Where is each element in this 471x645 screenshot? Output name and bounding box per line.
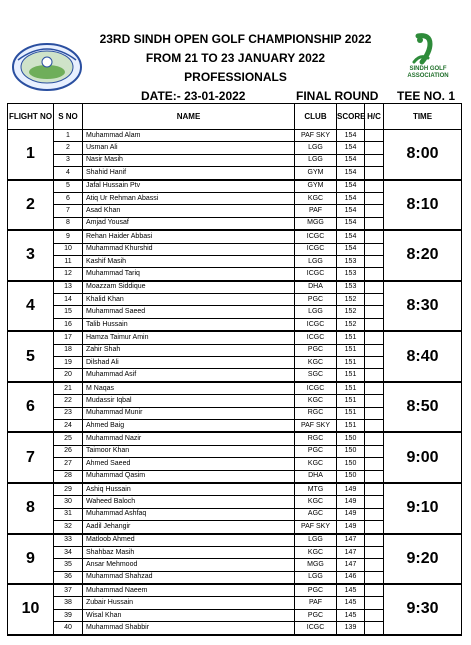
flight-number: 4 <box>8 281 54 332</box>
player-club: RGC <box>295 407 337 419</box>
player-score: 152 <box>337 294 365 306</box>
player-club: ICGC <box>295 268 337 281</box>
serial-number: 1 <box>54 130 83 142</box>
handicap-cell <box>365 130 384 142</box>
handicap-cell <box>365 382 384 395</box>
player-name: Amjad Yousaf <box>83 217 295 230</box>
handicap-cell <box>365 546 384 558</box>
serial-number: 33 <box>54 534 83 547</box>
handicap-cell <box>365 318 384 331</box>
flight-number: 7 <box>8 432 54 483</box>
tee-time: 9:20 <box>384 534 462 585</box>
player-club: LGG <box>295 142 337 154</box>
player-club: PGC <box>295 445 337 457</box>
player-club: LGG <box>295 306 337 318</box>
player-score: 154 <box>337 130 365 142</box>
draw-table <box>7 103 462 636</box>
serial-number: 11 <box>54 255 83 267</box>
player-club: PAF SKY <box>295 419 337 432</box>
handicap-cell <box>365 395 384 407</box>
player-club: MGG <box>295 559 337 571</box>
player-score: 149 <box>337 521 365 534</box>
player-score: 151 <box>337 382 365 395</box>
player-score: 149 <box>337 483 365 496</box>
player-club: LGG <box>295 534 337 547</box>
col-header-sno: S NO <box>54 104 83 130</box>
player-score: 151 <box>337 357 365 369</box>
tee-time: 8:20 <box>384 230 462 281</box>
handicap-cell <box>365 142 384 154</box>
player-name: Muhammad Naeem <box>83 584 295 597</box>
player-club: KGC <box>295 546 337 558</box>
player-score: 149 <box>337 496 365 508</box>
flight-number: 2 <box>8 180 54 231</box>
handicap-cell <box>365 306 384 318</box>
player-score: 145 <box>337 609 365 621</box>
player-club: ICGC <box>295 382 337 395</box>
serial-number: 15 <box>54 306 83 318</box>
serial-number: 24 <box>54 419 83 432</box>
player-club: PGC <box>295 344 337 356</box>
player-club: AGC <box>295 508 337 520</box>
player-name: Ahmed Saeed <box>83 458 295 470</box>
handicap-cell <box>365 534 384 547</box>
serial-number: 32 <box>54 521 83 534</box>
col-header-club: CLUB <box>295 104 337 130</box>
player-score: 151 <box>337 407 365 419</box>
col-header-name: NAME <box>83 104 295 130</box>
draw-table-body <box>8 130 462 635</box>
player-name: Zahir Shah <box>83 344 295 356</box>
player-score: 151 <box>337 344 365 356</box>
handicap-cell <box>365 281 384 294</box>
handicap-cell <box>365 419 384 432</box>
player-name: Ashiq Hussain <box>83 483 295 496</box>
player-club: ICGC <box>295 230 337 243</box>
table-row <box>8 382 462 395</box>
tee-time: 9:30 <box>384 584 462 635</box>
handicap-cell <box>365 205 384 217</box>
handicap-cell <box>365 458 384 470</box>
player-score: 154 <box>337 167 365 180</box>
player-score: 154 <box>337 230 365 243</box>
handicap-cell <box>365 154 384 166</box>
player-club: PAF SKY <box>295 521 337 534</box>
date-label: DATE:- 23-01-2022 <box>141 89 246 103</box>
handicap-cell <box>365 432 384 445</box>
serial-number: 16 <box>54 318 83 331</box>
player-name: Usman Ali <box>83 142 295 154</box>
player-club: KGC <box>295 357 337 369</box>
player-score: 150 <box>337 458 365 470</box>
player-score: 154 <box>337 192 365 204</box>
club-logo <box>10 40 84 94</box>
flight-number: 6 <box>8 382 54 433</box>
serial-number: 36 <box>54 571 83 584</box>
serial-number: 6 <box>54 192 83 204</box>
serial-number: 20 <box>54 369 83 382</box>
serial-number: 3 <box>54 154 83 166</box>
player-name: Mudassir Iqbal <box>83 395 295 407</box>
player-name: Muhammad Alam <box>83 130 295 142</box>
player-score: 154 <box>337 243 365 255</box>
player-score: 151 <box>337 369 365 382</box>
serial-number: 38 <box>54 597 83 609</box>
col-header-hc: H/C <box>365 104 384 130</box>
table-row <box>8 432 462 445</box>
serial-number: 13 <box>54 281 83 294</box>
player-club: KGC <box>295 496 337 508</box>
handicap-cell <box>365 470 384 483</box>
player-club: ICGC <box>295 243 337 255</box>
serial-number: 7 <box>54 205 83 217</box>
table-row <box>8 230 462 243</box>
player-score: 150 <box>337 470 365 483</box>
player-club: ICGC <box>295 622 337 635</box>
table-row <box>8 180 462 193</box>
player-score: 149 <box>337 508 365 520</box>
player-name: Moazzam Siddique <box>83 281 295 294</box>
player-club: GYM <box>295 180 337 193</box>
player-name: Asad Khan <box>83 205 295 217</box>
tee-time: 9:10 <box>384 483 462 534</box>
player-name: Hamza Taimur Amin <box>83 331 295 344</box>
handicap-cell <box>365 407 384 419</box>
handicap-cell <box>365 571 384 584</box>
player-name: Wisal Khan <box>83 609 295 621</box>
player-club: RGC <box>295 432 337 445</box>
player-score: 147 <box>337 559 365 571</box>
handicap-cell <box>365 167 384 180</box>
handicap-cell <box>365 584 384 597</box>
handicap-cell <box>365 369 384 382</box>
serial-number: 37 <box>54 584 83 597</box>
player-score: 152 <box>337 318 365 331</box>
table-row <box>8 584 462 597</box>
tee-time: 8:50 <box>384 382 462 433</box>
serial-number: 17 <box>54 331 83 344</box>
championship-title: 23RD SINDH OPEN GOLF CHAMPIONSHIP 2022 <box>99 32 372 46</box>
handicap-cell <box>365 521 384 534</box>
handicap-cell <box>365 230 384 243</box>
player-name: Atiq Ur Rehman Abassi <box>83 192 295 204</box>
handicap-cell <box>365 255 384 267</box>
round-label: FINAL ROUND <box>296 89 379 103</box>
handicap-cell <box>365 496 384 508</box>
serial-number: 12 <box>54 268 83 281</box>
player-name: Ahmed Baig <box>83 419 295 432</box>
player-name: Rehan Haider Abbasi <box>83 230 295 243</box>
player-name: Shahbaz Masih <box>83 546 295 558</box>
player-club: SGC <box>295 369 337 382</box>
player-name: Ansar Mehmood <box>83 559 295 571</box>
player-club: MGG <box>295 217 337 230</box>
player-name: Muhammad Shahzad <box>83 571 295 584</box>
handicap-cell <box>365 331 384 344</box>
player-club: PAF <box>295 205 337 217</box>
player-club: DHA <box>295 281 337 294</box>
handicap-cell <box>365 597 384 609</box>
handicap-cell <box>365 357 384 369</box>
player-club: LGG <box>295 154 337 166</box>
player-name: Waheed Baloch <box>83 496 295 508</box>
handicap-cell <box>365 445 384 457</box>
handicap-cell <box>365 180 384 193</box>
player-name: Muhammad Tariq <box>83 268 295 281</box>
tee-time: 8:30 <box>384 281 462 332</box>
table-row <box>8 331 462 344</box>
serial-number: 2 <box>54 142 83 154</box>
player-score: 147 <box>337 546 365 558</box>
player-score: 139 <box>337 622 365 635</box>
player-club: LGG <box>295 255 337 267</box>
flight-number: 10 <box>8 584 54 635</box>
serial-number: 30 <box>54 496 83 508</box>
player-score: 154 <box>337 205 365 217</box>
flight-number: 8 <box>8 483 54 534</box>
player-name: Taimoor Khan <box>83 445 295 457</box>
player-club: PAF <box>295 597 337 609</box>
player-club: KGC <box>295 395 337 407</box>
player-name: Muhammad Saeed <box>83 306 295 318</box>
category: PROFESSIONALS <box>184 70 287 84</box>
serial-number: 35 <box>54 559 83 571</box>
player-club: DHA <box>295 470 337 483</box>
player-club: ICGC <box>295 318 337 331</box>
col-header-flight: FLIGHT NO <box>8 104 54 130</box>
serial-number: 31 <box>54 508 83 520</box>
player-score: 146 <box>337 571 365 584</box>
date-range: FROM 21 TO 23 JANUARY 2022 <box>145 51 326 65</box>
player-club: KGC <box>295 458 337 470</box>
player-name: Muhammad Ashfaq <box>83 508 295 520</box>
player-score: 154 <box>337 180 365 193</box>
handicap-cell <box>365 344 384 356</box>
serial-number: 9 <box>54 230 83 243</box>
serial-number: 14 <box>54 294 83 306</box>
serial-number: 8 <box>54 217 83 230</box>
player-club: PGC <box>295 609 337 621</box>
handicap-cell <box>365 243 384 255</box>
flight-number: 9 <box>8 534 54 585</box>
player-name: Dilshad Ali <box>83 357 295 369</box>
handicap-cell <box>365 294 384 306</box>
flight-number: 5 <box>8 331 54 382</box>
player-name: Zubair Hussain <box>83 597 295 609</box>
player-name: Muhammad Shabbir <box>83 622 295 635</box>
table-row <box>8 483 462 496</box>
serial-number: 25 <box>54 432 83 445</box>
tee-time: 9:00 <box>384 432 462 483</box>
handicap-cell <box>365 559 384 571</box>
player-score: 153 <box>337 268 365 281</box>
player-club: MTG <box>295 483 337 496</box>
player-score: 145 <box>337 597 365 609</box>
player-score: 145 <box>337 584 365 597</box>
player-score: 147 <box>337 534 365 547</box>
player-score: 153 <box>337 281 365 294</box>
player-name: Jafal Hussain Ptv <box>83 180 295 193</box>
table-header-row <box>8 104 462 130</box>
player-club: PGC <box>295 294 337 306</box>
serial-number: 10 <box>54 243 83 255</box>
association-caption: SINDH GOLF ASSOCIATION <box>407 66 449 79</box>
flight-number: 1 <box>8 130 54 180</box>
serial-number: 27 <box>54 458 83 470</box>
col-header-time: TIME <box>384 104 462 130</box>
player-score: 154 <box>337 217 365 230</box>
player-name: Nasir Masih <box>83 154 295 166</box>
serial-number: 4 <box>54 167 83 180</box>
player-name: Talib Hussain <box>83 318 295 331</box>
player-name: Aadil Jehangir <box>83 521 295 534</box>
player-name: Kashif Masih <box>83 255 295 267</box>
serial-number: 18 <box>54 344 83 356</box>
serial-number: 5 <box>54 180 83 193</box>
flight-number: 3 <box>8 230 54 281</box>
player-club: GYM <box>295 167 337 180</box>
player-name: M Naqas <box>83 382 295 395</box>
player-name: Muhammad Khurshid <box>83 243 295 255</box>
serial-number: 40 <box>54 622 83 635</box>
tee-time: 8:00 <box>384 130 462 180</box>
player-name: Shahid Hanif <box>83 167 295 180</box>
player-name: Muhammad Qasim <box>83 470 295 483</box>
handicap-cell <box>365 508 384 520</box>
player-score: 150 <box>337 432 365 445</box>
serial-number: 22 <box>54 395 83 407</box>
player-club: LGG <box>295 571 337 584</box>
player-club: ICGC <box>295 331 337 344</box>
handicap-cell <box>365 217 384 230</box>
tee-time: 8:10 <box>384 180 462 231</box>
serial-number: 29 <box>54 483 83 496</box>
handicap-cell <box>365 622 384 635</box>
table-row <box>8 130 462 142</box>
serial-number: 19 <box>54 357 83 369</box>
serial-number: 39 <box>54 609 83 621</box>
serial-number: 23 <box>54 407 83 419</box>
serial-number: 26 <box>54 445 83 457</box>
player-club: PGC <box>295 584 337 597</box>
serial-number: 28 <box>54 470 83 483</box>
col-header-score: SCORE <box>337 104 365 130</box>
player-score: 151 <box>337 395 365 407</box>
serial-number: 34 <box>54 546 83 558</box>
table-row <box>8 281 462 294</box>
tee-time: 8:40 <box>384 331 462 382</box>
handicap-cell <box>365 609 384 621</box>
player-score: 152 <box>337 306 365 318</box>
tee-label: TEE NO. 1 <box>397 89 456 103</box>
player-club: PAF SKY <box>295 130 337 142</box>
handicap-cell <box>365 268 384 281</box>
player-name: Khalid Khan <box>83 294 295 306</box>
player-score: 151 <box>337 419 365 432</box>
player-score: 154 <box>337 154 365 166</box>
player-score: 154 <box>337 142 365 154</box>
table-row <box>8 534 462 547</box>
player-score: 151 <box>337 331 365 344</box>
player-name: Muhammad Munir <box>83 407 295 419</box>
serial-number: 21 <box>54 382 83 395</box>
handicap-cell <box>365 192 384 204</box>
player-name: Matloob Ahmed <box>83 534 295 547</box>
player-name: Muhammad Asif <box>83 369 295 382</box>
player-club: KGC <box>295 192 337 204</box>
player-name: Muhammad Nazir <box>83 432 295 445</box>
handicap-cell <box>365 483 384 496</box>
player-score: 150 <box>337 445 365 457</box>
player-score: 153 <box>337 255 365 267</box>
